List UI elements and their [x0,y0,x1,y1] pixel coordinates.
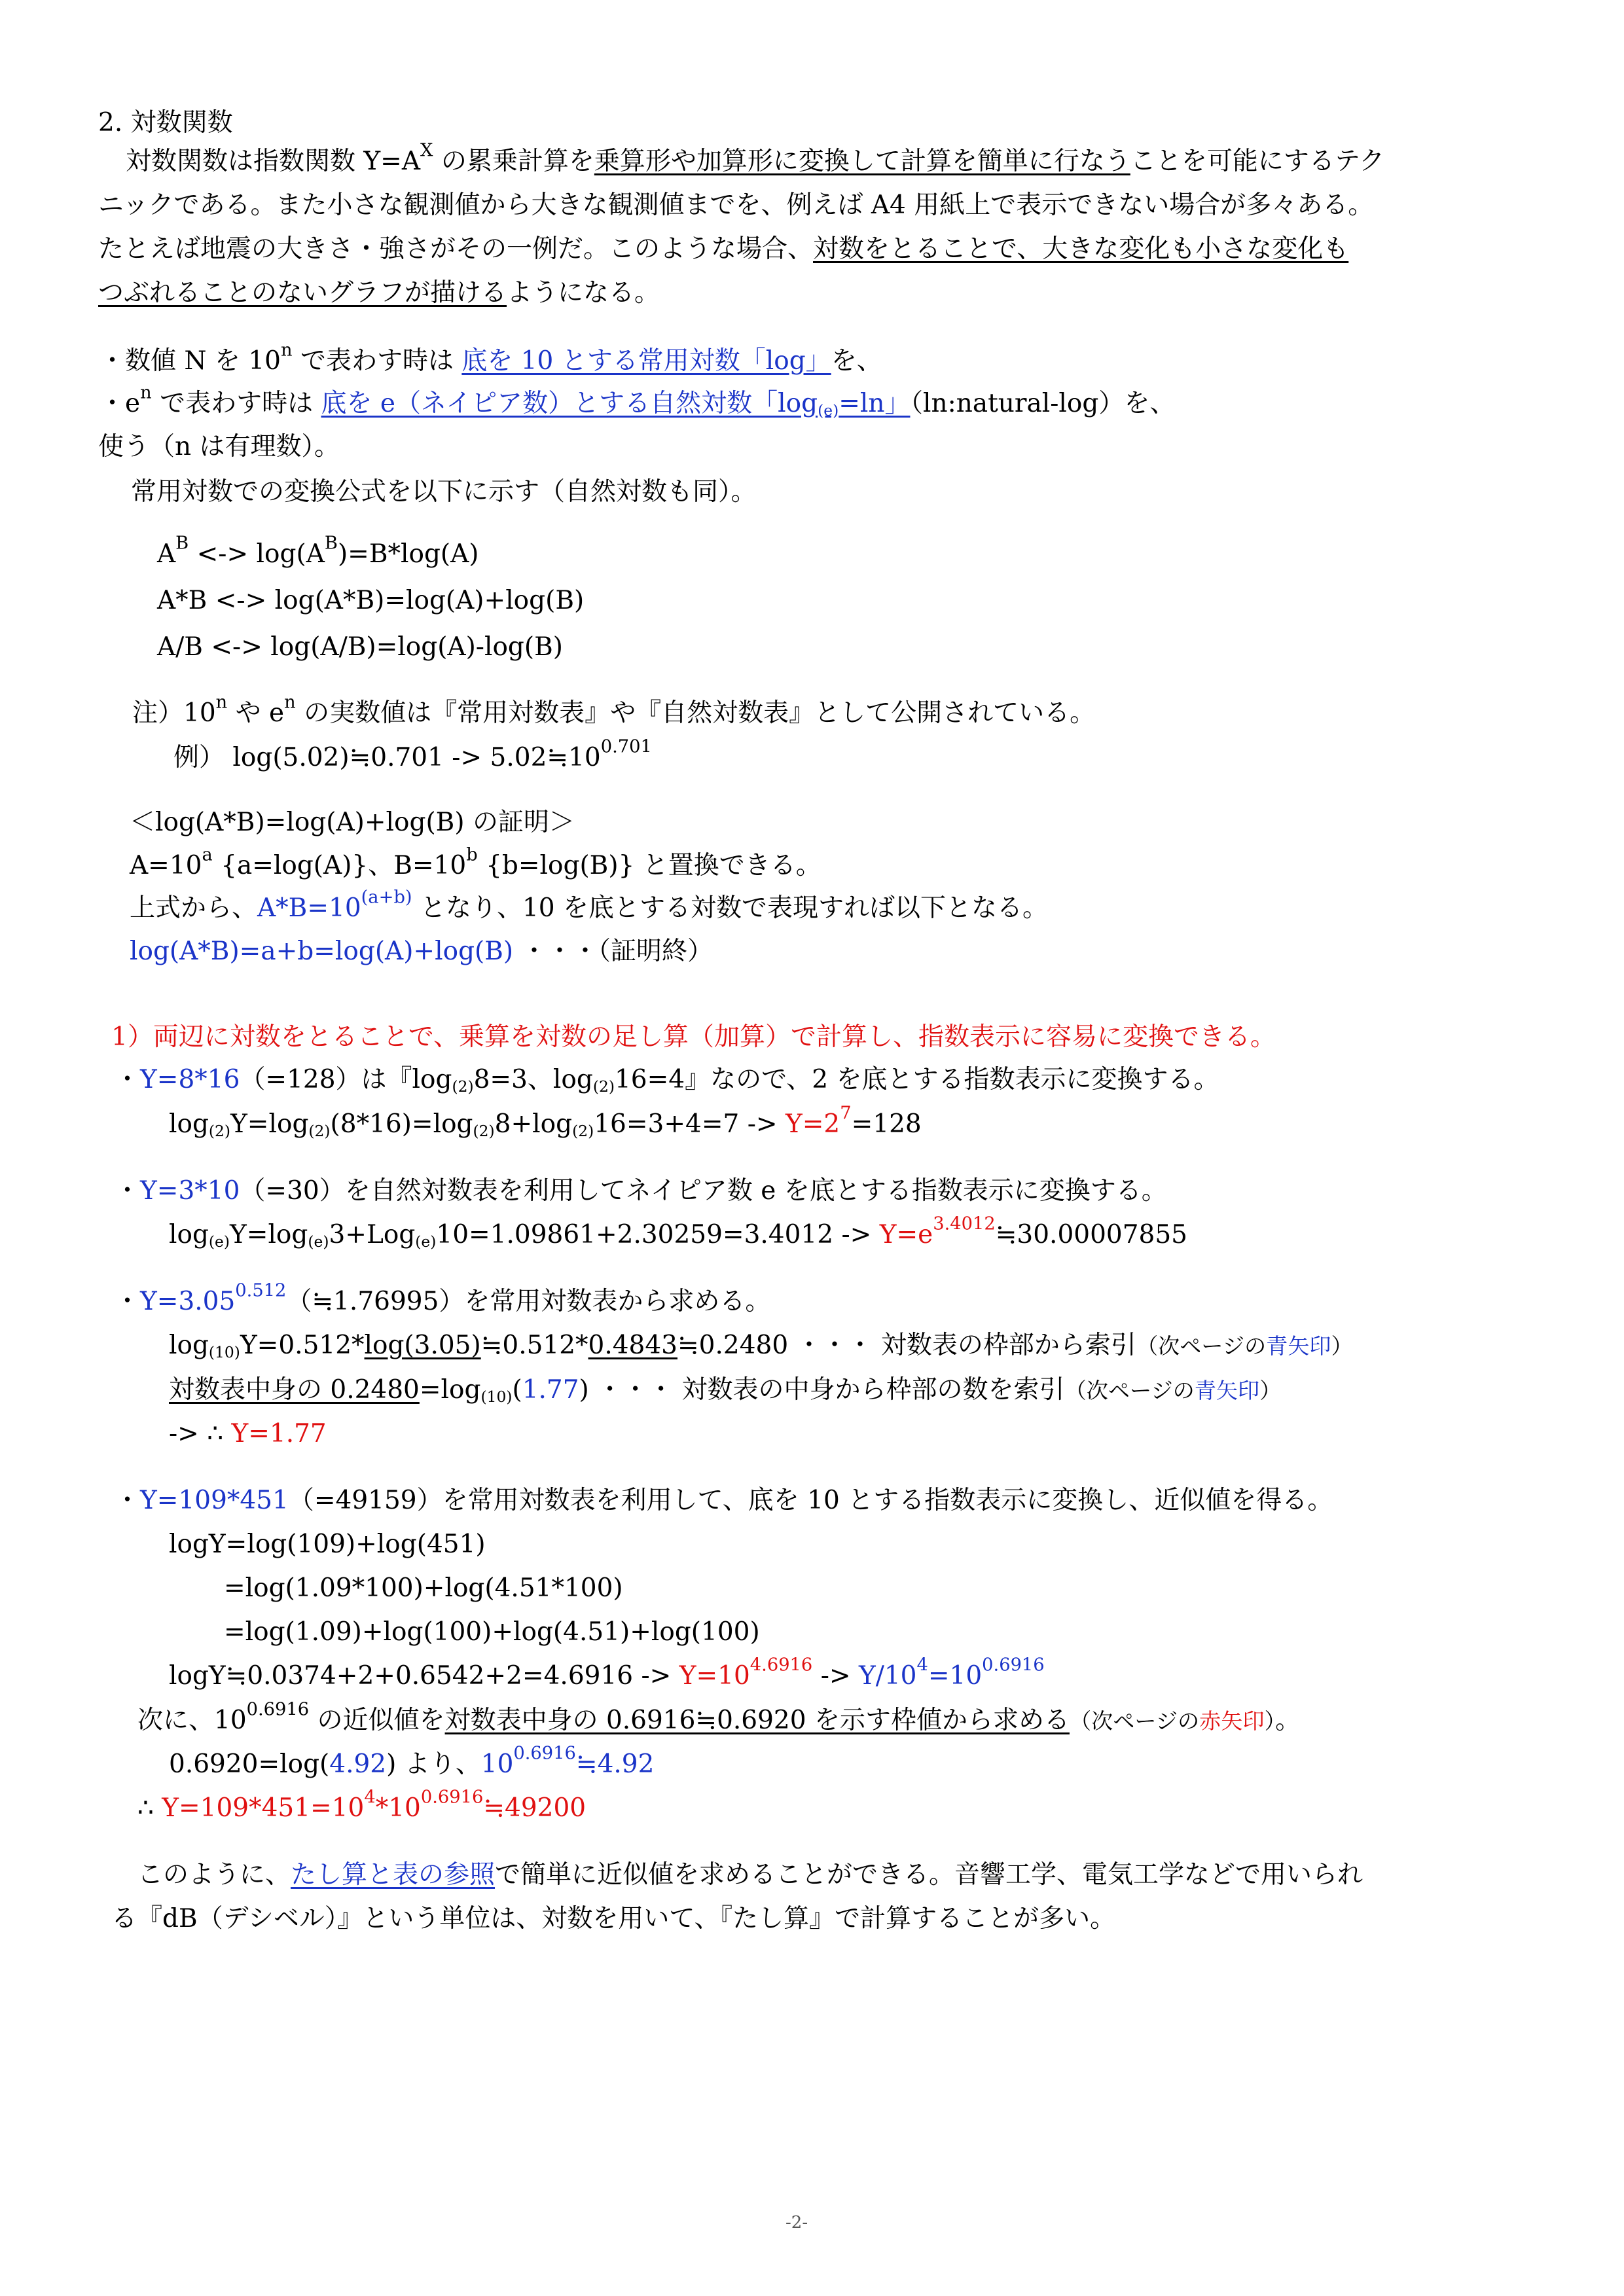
example-4-line-3: =log(1.09*100)+log(4.51*100) [224,1573,623,1603]
example-4-line-7: 0.6920=log(4.92) より、$10^{0.6916}≒4.92$ [169,1743,655,1779]
intro-line-4: つぶれることのないグラフが描けるようになる。 [98,278,660,308]
example-4-line-2: logY=log(109)+log(451) [169,1530,486,1559]
conclusion-line-2: る『dB（デシベル）』という単位は、対数を用いて、『たし算』で計算することが多い。 [111,1904,1116,1933]
common-log-link[interactable]: 底を 10 とする常用対数「log」 [461,346,831,376]
subsection-heading: 1）両辺に対数をとることで、乗算を対数の足し算（加算）で計算し、指数表示に容易に変換できる。 [111,1022,1276,1052]
formula-intro: 常用対数での変換公式を以下に示す（自然対数も同）。 [131,477,757,507]
formula-quotient: A/B <-> log(A/B)=log(A)-log(B) [157,632,563,662]
page-number: -2- [785,2213,808,2233]
example-3-line-1: ・$Y=3.05^{0.512}(≒1.76995)$を常用対数表から求める。 [115,1280,771,1316]
intro-line-2: ニックである。また小さな観測値から大きな観測値までを、例えば A4 用紙上で表示できない場合が多々ある。 [98,190,1374,220]
addition-table-link[interactable]: たし算と表の参照 [291,1860,496,1890]
example-1-line-1: ・Y=8*16（=128）は『$\log_{(2)}8=3$、$\log_{(2)}16=4$』なので、2 を底とする指数表示に変換する。 [115,1065,1219,1096]
intro-line-3: たとえば地震の大きさ・強さがその一例だ。このような場合、対数をとることで、大きな変化も小さな変化も [98,234,1349,264]
example-2-line-2: $\log_{(e)}Y=\log_{(e)}3+Log_{(e)}10=1.09861+2.30259=3.4012$ -> $Y=e^{3.4012}≒30.00007855$ [169,1213,1187,1251]
proof-derivation: 上式から、$A*B=10^{(a+b)}$ となり、10 を底とする対数で表現すれば以下となる。 [130,887,1048,923]
example-3-line-2: $\log_{(10)}Y=0.512*\log(3.05)≒0.512*0.4843≒0.2480$ ・・・ 対数表の枠部から索引（次ページの青矢印） [169,1331,1353,1361]
example-2-line-1: ・Y=3*10（=30）を自然対数表を利用してネイピア数 e を底とする指数表示に変換する。 [115,1176,1167,1206]
example-4-line-8: ∴ $Y=109*451=10^4*10^{0.6916}≒49200$ [137,1787,586,1823]
example-4-line-6: 次に、$10^{0.6916}$ の近似値を対数表中身の 0.6916≒0.6920 を示す枠値から求める（次ページの赤矢印）。 [137,1699,1301,1735]
example-4-line-5: logY≒0.0374+2+0.6542+2=4.6916 -> $Y=10^{4.6916} -> Y/10^4=10^{0.6916}$ [169,1655,1045,1691]
intro-line-1: 対数関数は指数関数 $Y=A^X$ の累乗計算を乗算形や加算形に変換して計算を簡単に行なうことを可能にするテク [126,140,1385,176]
bullet-log: ・数値 N を 10$^n$ で表わす時は 底を 10 とする常用対数「log」を、 [99,340,882,376]
bullet-ln: ・$e^n$ で表わす時は 底を e（ネイピア数）とする自然対数「$\log_{(e)}=\ln$」（ln:natural-log）を、 [99,382,1176,420]
example-3-line-3: 対数表中身の $0.2480=\log_{(10)}(1.77)$ ・・・ 対数表の中身から枠部の数を索引（次ページの青矢印） [169,1375,1282,1406]
proof-title: ＜log(A*B)=log(A)+log(B) の証明＞ [130,808,575,837]
example-1-line-2: $\log_{(2)}Y=\log_{(2)}(8*16)=\log_{(2)}8+\log_{(2)}16=3+4=7 -> Y=2^7=128$ [169,1103,922,1140]
conclusion-line-1: このように、たし算と表の参照で簡単に近似値を求めることができる。音響工学、電気工学などで用いられ [137,1860,1363,1890]
bullet-rational-note: 使う（n は有理数）。 [98,432,340,461]
formula-power: $A^B$ <-> $\log(A^B)=B*\log(A)$ [157,533,479,569]
formula-product: A*B <-> log(A*B)=log(A)+log(B) [157,586,585,615]
example-3-line-4: -> ∴ Y=1.77 [169,1419,327,1448]
note-example: 例） log(5.02)≒0.701 -> $5.02≒10^{0.701}$ [173,736,652,772]
note-line-1: 注）10$^n$ や $e^n$ の実数値は『常用対数表』や『自然対数表』として公開されている。 [132,692,1096,728]
example-4-line-4: =log(1.09)+log(100)+log(4.51)+log(100) [224,1617,760,1647]
proof-result: log(A*B)=a+b=log(A)+log(B) ・・・（証明終） [130,937,713,966]
section-title: 2. 対数関数 [98,108,233,137]
natural-log-link[interactable]: 底を e（ネイピア数）とする自然対数「$\log_{(e)}=\ln$」 [321,389,911,420]
example-4-line-1: ・Y=109*451（=49159）を常用対数表を利用して、底を 10 とする指数表示に変換し、近似値を得る。 [115,1486,1333,1515]
proof-substitution: $A=10^a$ {a=log(A)}、$B=10^b$ {b=log(B)} と置換できる。 [130,844,821,880]
